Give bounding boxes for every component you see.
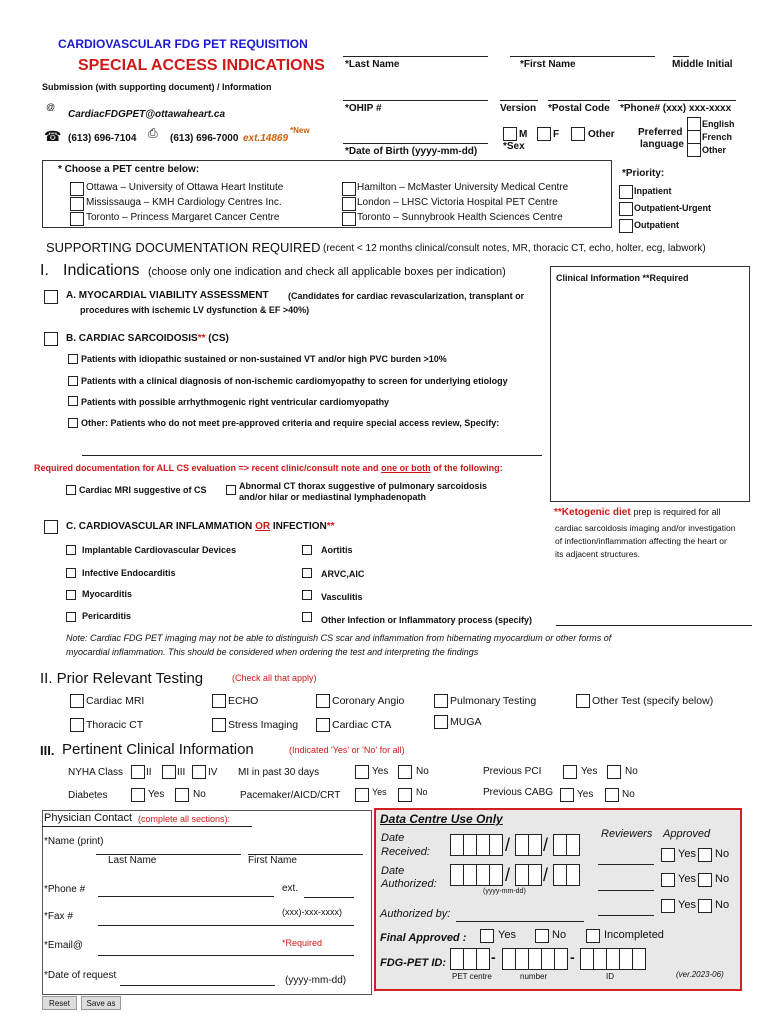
middle-initial-label: Middle Initial (672, 59, 733, 70)
priority-label: *Priority: (622, 168, 665, 179)
approved-label: Approved (663, 828, 711, 840)
centre-princess-margaret-label: Toronto – Princess Margaret Cancer Centre (86, 212, 280, 223)
mri-label: Cardiac MRI suggestive of CS (79, 485, 207, 495)
sex-f-checkbox[interactable] (537, 127, 551, 141)
pci-no-checkbox[interactable] (607, 765, 621, 779)
diabetes-yes-checkbox[interactable] (131, 788, 145, 802)
received-date-digit[interactable] (553, 834, 567, 856)
indication-c-label: C. CARDIOVASCULAR INFLAMMATION (66, 521, 253, 532)
prior-test-checkbox-1[interactable] (212, 694, 226, 708)
authorized-date-digit[interactable] (489, 864, 503, 886)
priority-urgent-label: Outpatient-Urgent (634, 203, 711, 213)
received-date-digit[interactable] (515, 834, 529, 856)
cabg-yes-checkbox[interactable] (560, 788, 574, 802)
phone-icon: ☎ (44, 128, 62, 144)
b1-label: Patients with idiopathic sustained or non-sustained VT and/or high PVC burden >10% (81, 354, 447, 364)
pci-no-label: No (625, 766, 638, 777)
mi-yes-label: Yes (372, 766, 389, 777)
diabetes-yes-label: Yes (148, 789, 165, 800)
prior-test-checkbox-8[interactable] (434, 715, 448, 729)
b1-checkbox[interactable] (68, 354, 78, 364)
review1-yes-label: Yes (678, 848, 696, 860)
new-badge: *New (290, 126, 310, 135)
authorized-date-digit[interactable] (515, 864, 529, 886)
clinical-info-label: Clinical Information **Required (556, 273, 689, 283)
number-sub: number (520, 972, 548, 981)
prior-test-label-0: Cardiac MRI (86, 695, 145, 707)
contact-phone: (613) 696-7104 (68, 133, 137, 144)
version-label: (ver.2023-06) (676, 970, 724, 979)
final-incompleted-checkbox[interactable] (586, 929, 600, 943)
supporting-note: (recent < 12 months clinical/consult notes, MR, thoracic CT, echo, holter, ecg, labwork) (323, 243, 706, 254)
nyha-iv-label: IV (208, 767, 218, 778)
prior-test-checkbox-7[interactable] (316, 718, 330, 732)
final-yes-label: Yes (498, 929, 516, 941)
final-yes-checkbox[interactable] (480, 929, 494, 943)
final-incompleted-label: Incompleted (604, 929, 664, 941)
physician-title: Physician Contact (44, 812, 133, 824)
indication-b-checkbox[interactable] (44, 332, 58, 346)
centre-ottawa-checkbox[interactable] (70, 182, 84, 196)
form-title: CARDIOVASCULAR FDG PET REQUISITION (58, 37, 308, 51)
note-line2: myocardial inflammation. This should be considered when ordering the test and interpreting the findings (66, 647, 479, 657)
reviewers-label: Reviewers (601, 828, 653, 840)
b3-checkbox[interactable] (68, 396, 78, 406)
received-date-digit[interactable] (566, 834, 580, 856)
c1-label: Implantable Cardiovascular Devices (82, 545, 237, 555)
review3-yes-label: Yes (678, 899, 696, 911)
c5-label: Myocarditis (82, 589, 133, 599)
c4-label: ARVC,AIC (321, 569, 365, 579)
b4-label: Other: Patients who do not meet pre-approved criteria and require special access review, Specify: (81, 418, 500, 428)
date-received-label1: Date (381, 832, 405, 844)
prior-test-label-5: Thoracic CT (86, 719, 144, 731)
fdg-pet-id-digit[interactable] (502, 948, 516, 970)
priority-inpatient-label: Inpatient (634, 186, 672, 196)
at-icon: @ (46, 102, 56, 112)
nyha-iii-checkbox[interactable] (162, 765, 176, 779)
fdg-pet-id-digit[interactable] (593, 948, 607, 970)
c2-label: Aortitis (321, 545, 353, 555)
physician-email-label: *Email@ (44, 940, 84, 951)
prior-test-checkbox-2[interactable] (316, 694, 330, 708)
fdg-pet-id-digit[interactable] (606, 948, 620, 970)
fdg-pet-id-digit[interactable] (528, 948, 542, 970)
nyha-iv-checkbox[interactable] (192, 765, 206, 779)
contact-email: CardiacFDGPET@ottawaheart.ca (68, 109, 226, 120)
lang-other-checkbox[interactable] (687, 143, 701, 157)
sex-other-label: Other (588, 129, 615, 140)
c5-checkbox[interactable] (66, 590, 76, 600)
nyha-iii-label: III (177, 767, 186, 778)
priority-inpatient-checkbox[interactable] (619, 185, 633, 199)
date-format-label: (yyyy-mm-dd) (483, 888, 526, 895)
fdg-pet-id-digit[interactable] (515, 948, 529, 970)
version-label: Version (500, 103, 537, 114)
nyha-ii-label: II (146, 767, 152, 778)
centre-hamilton-checkbox[interactable] (342, 182, 356, 196)
c1-checkbox[interactable] (66, 545, 76, 555)
final-no-label: No (552, 929, 567, 941)
pacemaker-yes-label: Yes (372, 787, 387, 797)
indications-note: (choose only one indication and check all applicable boxes per indication) (148, 266, 506, 278)
pci-label: Previous PCI (483, 766, 542, 777)
id-dash1: - (491, 949, 496, 965)
cabg-yes-label: Yes (577, 789, 594, 800)
c4-checkbox[interactable] (302, 568, 312, 578)
c8-label: Other Infection or Inflammatory process (specify) (321, 615, 533, 625)
id-sub: ID (606, 972, 614, 981)
physician-date-format: (yyyy-mm-dd) (285, 975, 347, 986)
pet-centre-sub: PET centre (452, 972, 492, 981)
centre-london-label: London – LHSC Victoria Hospital PET Centre (357, 197, 558, 208)
centre-ottawa-label: Ottawa – University of Ottawa Heart Institute (86, 182, 284, 193)
date-slash: / (543, 835, 549, 855)
authorized-date-digit[interactable] (566, 864, 580, 886)
centre-mississauga-checkbox[interactable] (70, 197, 84, 211)
date-authorized-label2: Authorized: (381, 878, 437, 890)
c3-label: Infective Endocarditis (82, 568, 176, 578)
physician-date-label: *Date of request (44, 970, 117, 981)
phone-label: *Phone# (xxx) xxx-xxxx (620, 103, 732, 114)
date-received-label2: Received: (381, 846, 430, 858)
physician-last-label: Last Name (108, 855, 157, 866)
ohip-label: *OHIP # (345, 103, 382, 114)
lang-french-checkbox[interactable] (687, 130, 701, 144)
priority-outpatient-checkbox[interactable] (619, 219, 633, 233)
centre-princess-margaret-checkbox[interactable] (70, 212, 84, 226)
review1-yes-checkbox[interactable] (661, 848, 675, 862)
indication-c-star: ** (326, 521, 335, 532)
physician-email-required: *Required (282, 938, 323, 948)
fdg-pet-id-digit[interactable] (619, 948, 633, 970)
b2-label: Patients with a clinical diagnosis of non-ischemic cardiomyopathy to screen for underlying etiology (81, 376, 508, 386)
b4-checkbox[interactable] (68, 418, 78, 428)
diabetes-no-label: No (193, 789, 206, 800)
review3-no-label: No (715, 899, 730, 911)
pet-centre-label: * Choose a PET centre below: (58, 164, 200, 175)
centre-london-checkbox[interactable] (342, 197, 356, 211)
lang-english-label: English (702, 119, 735, 129)
authorized-date-digit[interactable] (463, 864, 477, 886)
prior-test-checkbox-5[interactable] (70, 718, 84, 732)
nyha-ii-checkbox[interactable] (131, 765, 145, 779)
supporting-title: SUPPORTING DOCUMENTATION REQUIRED (46, 240, 321, 255)
fdg-pet-id-digit[interactable] (450, 948, 464, 970)
req-doc-text: Required documentation for ALL CS evaluation => recent clinic/consult note and (34, 463, 379, 473)
received-date-digit[interactable] (463, 834, 477, 856)
mi-no-checkbox[interactable] (398, 765, 412, 779)
prior-test-checkbox-0[interactable] (70, 694, 84, 708)
sex-other-checkbox[interactable] (571, 127, 585, 141)
centre-sunnybrook-checkbox[interactable] (342, 212, 356, 226)
ketogenic-label: **Ketogenic diet (554, 507, 631, 518)
date-slash: / (505, 865, 511, 885)
prior-test-checkbox-4[interactable] (576, 694, 590, 708)
ketogenic-text: prep is required for all (633, 507, 721, 517)
reset-button[interactable]: Reset (42, 996, 77, 1010)
prior-note: (Check all that apply) (232, 673, 317, 683)
ketogenic-line2: cardiac sarcoidosis imaging and/or investigation (555, 523, 736, 533)
prior-test-label-2: Coronary Angio (332, 695, 405, 707)
centre-hamilton-label: Hamilton – McMaster University Medical Centre (357, 182, 569, 193)
review2-yes-label: Yes (678, 873, 696, 885)
authorized-date-digit[interactable] (528, 864, 542, 886)
indication-b-cs: (CS) (208, 333, 229, 344)
fdg-pet-id-digit[interactable] (580, 948, 594, 970)
prior-test-label-3: Pulmonary Testing (450, 695, 537, 707)
req-doc-text-end: of the following: (433, 463, 503, 473)
prior-test-label-8: MUGA (450, 716, 482, 728)
fdg-pet-id-digit[interactable] (476, 948, 490, 970)
pacemaker-no-checkbox[interactable] (398, 788, 412, 802)
b2-checkbox[interactable] (68, 376, 78, 386)
contact-fax: (613) 696-7000 (170, 133, 239, 144)
indication-b-label: B. CARDIAC SARCOIDOSIS (66, 333, 198, 344)
dob-label: *Date of Birth (yyyy-mm-dd) (345, 146, 478, 157)
indication-a-label: A. MYOCARDIAL VIABILITY ASSESSMENT (66, 290, 269, 301)
id-dash2: - (570, 949, 575, 965)
received-date-digit[interactable] (528, 834, 542, 856)
fdg-pet-id-digit[interactable] (632, 948, 646, 970)
pertinent-title: Pertinent Clinical Information (62, 741, 254, 758)
c6-label: Vasculitis (321, 592, 363, 602)
indication-a-checkbox[interactable] (44, 290, 58, 304)
received-date-digit[interactable] (476, 834, 490, 856)
date-slash: / (543, 865, 549, 885)
pertinent-note: (Indicated 'Yes' or 'No' for all) (289, 745, 405, 755)
sex-label: *Sex (503, 141, 525, 152)
date-authorized-label1: Date (381, 865, 405, 877)
review2-no-checkbox[interactable] (698, 873, 712, 887)
data-centre-title: Data Centre Use Only (380, 812, 503, 826)
fdg-pet-id-label: FDG-PET ID: (380, 957, 446, 969)
submission-label: Submission (with supporting document) / Information (42, 82, 272, 92)
fdg-pet-id-digit[interactable] (541, 948, 555, 970)
physician-phone-label: *Phone # (44, 884, 86, 895)
centre-sunnybrook-label: Toronto – Sunnybrook Health Sciences Centre (357, 212, 563, 223)
prior-test-label-7: Cardiac CTA (332, 719, 392, 731)
prior-test-checkbox-6[interactable] (212, 718, 226, 732)
authorized-date-digit[interactable] (476, 864, 490, 886)
indication-a-desc2: procedures with ischemic LV dysfunction & EF >40%) (80, 305, 310, 315)
form-subtitle: SPECIAL ACCESS INDICATIONS (78, 57, 325, 74)
fdg-pet-id-digit[interactable] (463, 948, 477, 970)
prior-test-label-6: Stress Imaging (228, 719, 299, 731)
fax-icon: ⎙ (148, 126, 158, 140)
prior-test-label-1: ECHO (228, 695, 259, 707)
review3-no-checkbox[interactable] (698, 899, 712, 913)
review1-no-checkbox[interactable] (698, 848, 712, 862)
pacemaker-label: Pacemaker/AICD/CRT (240, 790, 341, 801)
indications-num: I. (40, 262, 49, 279)
sex-m-checkbox[interactable] (503, 127, 517, 141)
indication-c-checkbox[interactable] (44, 520, 58, 534)
ketogenic-line3: of infection/inflammation affecting the heart or (555, 536, 727, 546)
ct-thorax-label1: Abnormal CT thorax suggestive of pulmonary sarcoidosis (239, 481, 488, 491)
physician-ext-label: ext. (282, 883, 299, 894)
first-name-label: *First Name (520, 59, 576, 70)
mi-no-label: No (416, 766, 429, 777)
received-date-digit[interactable] (489, 834, 503, 856)
lang-english-checkbox[interactable] (687, 117, 701, 131)
pacemaker-yes-checkbox[interactable] (355, 788, 369, 802)
final-approved-label: Final Approved : (380, 932, 467, 944)
cabg-no-label: No (622, 789, 635, 800)
cabg-no-checkbox[interactable] (605, 788, 619, 802)
clinical-info-box[interactable] (550, 266, 750, 502)
c8-checkbox[interactable] (302, 612, 312, 622)
c6-checkbox[interactable] (302, 590, 312, 600)
contact-ext: ext.14869 (243, 133, 289, 144)
c2-checkbox[interactable] (302, 545, 312, 555)
final-no-checkbox[interactable] (535, 929, 549, 943)
mi-yes-checkbox[interactable] (355, 765, 369, 779)
save-as-button[interactable]: Save as (81, 996, 121, 1010)
priority-outpatient-label: Outpatient (634, 220, 679, 230)
pci-yes-label: Yes (581, 766, 598, 777)
diabetes-no-checkbox[interactable] (175, 788, 189, 802)
fdg-pet-id-digit[interactable] (554, 948, 568, 970)
physician-fax-format: (xxx)-xxx-xxxx) (282, 907, 342, 917)
indication-c-label2: INFECTION (272, 521, 327, 532)
indication-c-or: OR (255, 521, 271, 532)
centre-mississauga-label: Mississauga – KMH Cardiology Centres Inc. (86, 197, 282, 208)
indication-a-desc1: (Candidates for cardiac revascularization, transplant or (288, 291, 525, 301)
prior-test-label-4: Other Test (specify below) (592, 695, 714, 707)
sex-f-label: F (553, 129, 560, 140)
date-slash: / (505, 835, 511, 855)
pertinent-num: III. (40, 743, 55, 758)
postal-label: *Postal Code (548, 103, 610, 114)
physician-fax-label: *Fax # (44, 911, 73, 922)
authorized-date-digit[interactable] (450, 864, 464, 886)
ketogenic-line4: its adjacent structures. (555, 549, 641, 559)
mi-label: MI in past 30 days (238, 767, 320, 778)
received-date-digit[interactable] (450, 834, 464, 856)
prior-test-checkbox-3[interactable] (434, 694, 448, 708)
c7-checkbox[interactable] (66, 612, 76, 622)
b3-label: Patients with possible arrhythmogenic right ventricular cardiomyopathy (81, 397, 390, 407)
lang-french-label: French (702, 132, 733, 142)
mri-checkbox[interactable] (66, 485, 76, 495)
ct-thorax-checkbox[interactable] (226, 485, 236, 495)
cabg-label: Previous CABG (483, 787, 554, 798)
ct-thorax-label2: and/or hilar or mediastinal lymphadenopath (239, 492, 427, 502)
req-doc-underline: one or both (381, 463, 431, 473)
c7-label: Pericarditis (82, 611, 132, 621)
review3-yes-checkbox[interactable] (661, 899, 675, 913)
prior-title: II. Prior Relevant Testing (40, 670, 204, 687)
lang-other-label: Other (702, 145, 727, 155)
pacemaker-no-label: No (416, 787, 428, 797)
authorized-by-label: Authorized by: (380, 908, 451, 920)
sex-m-label: M (519, 129, 528, 140)
authorized-date-digit[interactable] (553, 864, 567, 886)
last-name-label: *Last Name (345, 59, 400, 70)
diabetes-label: Diabetes (68, 790, 108, 801)
indications-title: Indications (63, 262, 140, 279)
preferred-label: Preferred (638, 127, 683, 138)
pci-yes-checkbox[interactable] (563, 765, 577, 779)
review2-yes-checkbox[interactable] (661, 873, 675, 887)
priority-urgent-checkbox[interactable] (619, 202, 633, 216)
note-line1: Note: Cardiac FDG PET imaging may not be able to distinguish CS scar and inflammation from hibernating myocardium or other forms of (66, 633, 612, 643)
review2-no-label: No (715, 873, 730, 885)
c3-checkbox[interactable] (66, 568, 76, 578)
physician-name-label: *Name (print) (44, 836, 104, 847)
nyha-label: NYHA Class (68, 767, 124, 778)
physician-note: (complete all sections): (138, 814, 231, 824)
review1-no-label: No (715, 848, 730, 860)
indication-b-star: ** (197, 333, 206, 344)
language-label: language (640, 139, 684, 150)
physician-first-label: First Name (248, 855, 297, 866)
